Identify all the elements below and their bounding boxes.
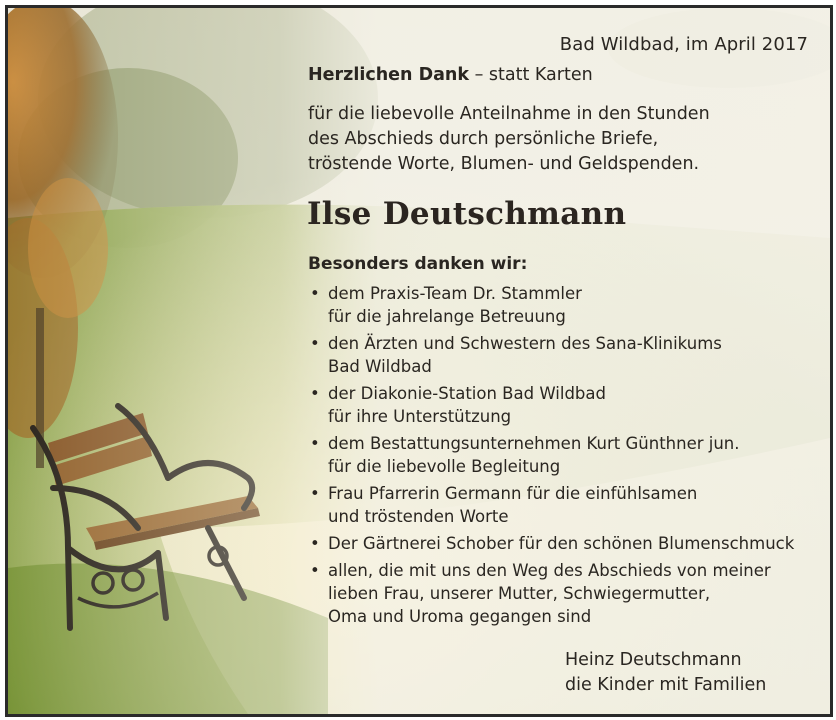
bullet: •: [310, 434, 320, 453]
signature-line: Heinz Deutschmann: [565, 650, 742, 670]
intro-line: für die liebevolle Anteilnahme in den Stunden: [308, 104, 710, 124]
list-item-line: Frau Pfarrerin Germann für die einfühlsamen: [328, 484, 698, 503]
list-item-line: lieben Frau, unserer Mutter, Schwiegermutter,: [328, 584, 711, 603]
list-item-line: dem Praxis-Team Dr. Stammler: [328, 284, 582, 303]
place-date: Bad Wildbad, im April 2017: [559, 34, 808, 55]
intro-paragraph: [308, 102, 710, 177]
list-item-line: für die jahrelange Betreuung: [328, 307, 566, 326]
deceased-name: Ilse Deutschmann: [307, 196, 627, 232]
list-item: [308, 432, 794, 478]
list-item-line: Der Gärtnerei Schober für den schönen Blumenschmuck: [328, 534, 795, 553]
list-item: [308, 532, 794, 555]
bullet: •: [310, 334, 320, 353]
list-item-line: dem Bestattungsunternehmen Kurt Günthner jun.: [328, 434, 740, 453]
list-item: [308, 559, 794, 628]
list-item-line: allen, die mit uns den Weg des Abschieds von meiner: [328, 561, 771, 580]
list-item-line: für ihre Unterstützung: [328, 407, 512, 426]
list-item-line: für die liebevolle Begleitung: [328, 457, 561, 476]
signature-block: [565, 648, 766, 698]
list-item-line: und tröstenden Worte: [328, 507, 509, 526]
intro-line: des Abschieds durch persönliche Briefe,: [308, 129, 659, 149]
obituary-card: [5, 5, 833, 717]
bullet: •: [310, 384, 320, 403]
bullet: •: [310, 561, 320, 580]
thanks-heading-bold: Herzlichen Dank: [308, 65, 470, 85]
list-item-line: Oma und Uroma gegangen sind: [328, 607, 592, 626]
list-item: [308, 482, 794, 528]
list-item: [308, 332, 794, 378]
bullet: •: [310, 534, 320, 553]
list-item: [308, 282, 794, 328]
list-item-line: den Ärzten und Schwestern des Sana-Klinikums: [328, 334, 722, 353]
bullet: •: [310, 284, 320, 303]
thanks-list: [308, 282, 794, 632]
list-item: [308, 382, 794, 428]
thanks-heading-rest: – statt Karten: [469, 65, 593, 85]
list-item-line: der Diakonie-Station Bad Wildbad: [328, 384, 606, 403]
bullet: •: [310, 484, 320, 503]
list-item-line: Bad Wildbad: [328, 357, 432, 376]
signature-line: die Kinder mit Familien: [565, 675, 767, 695]
thanks-list-heading: Besonders danken wir:: [308, 254, 528, 274]
intro-line: tröstende Worte, Blumen- und Geldspenden.: [308, 154, 700, 174]
thanks-heading: [308, 65, 593, 85]
notice-text: [8, 8, 830, 714]
